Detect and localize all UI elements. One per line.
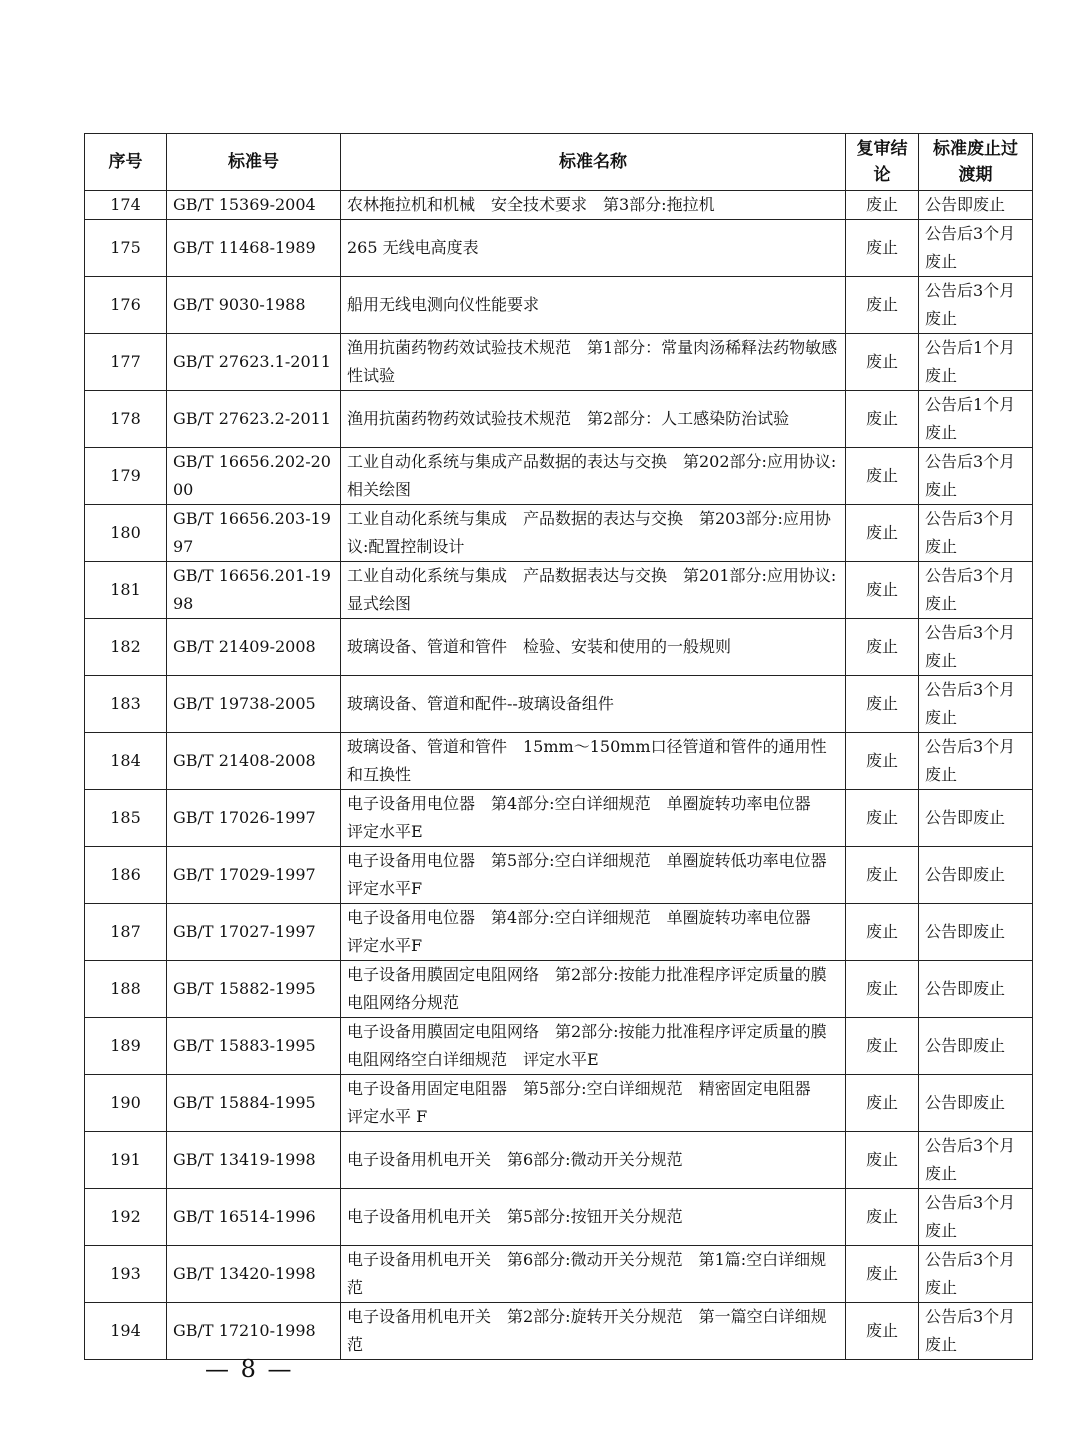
table-row [85, 334, 1033, 391]
review-result: 废止 [846, 790, 919, 847]
row-number: 174 [85, 191, 167, 220]
review-result: 废止 [846, 733, 919, 790]
standard-name: 电子设备用机电开关 第5部分:按钮开关分规范 [341, 1189, 846, 1246]
row-number: 182 [85, 619, 167, 676]
header-transition: 标准废止过渡期 [919, 134, 1033, 191]
standard-name: 玻璃设备、管道和管件 15mm～150mm口径管道和管件的通用性和互换性 [341, 733, 846, 790]
row-number: 192 [85, 1189, 167, 1246]
standard-name: 渔用抗菌药物药效试验技术规范 第2部分：人工感染防治试验 [341, 391, 846, 448]
review-result: 废止 [846, 277, 919, 334]
table-body [85, 191, 1033, 1360]
row-number: 176 [85, 277, 167, 334]
row-number: 175 [85, 220, 167, 277]
transition-period: 公告即废止 [919, 1075, 1033, 1132]
standard-name: 电子设备用电位器 第4部分:空白详细规范 单圈旋转功率电位器 评定水平E [341, 790, 846, 847]
transition-period: 公告后3个月废止 [919, 277, 1033, 334]
standard-name: 玻璃设备、管道和管件 检验、安装和使用的一般规则 [341, 619, 846, 676]
transition-period: 公告后3个月废止 [919, 1132, 1033, 1189]
row-number: 183 [85, 676, 167, 733]
transition-period: 公告后3个月废止 [919, 676, 1033, 733]
row-number: 178 [85, 391, 167, 448]
standard-name: 电子设备用机电开关 第6部分:微动开关分规范 第1篇:空白详细规范 [341, 1246, 846, 1303]
row-number: 186 [85, 847, 167, 904]
standard-name: 电子设备用机电开关 第2部分:旋转开关分规范 第一篇空白详细规范 [341, 1303, 846, 1360]
transition-period: 公告后3个月废止 [919, 1303, 1033, 1360]
standard-name: 电子设备用机电开关 第6部分:微动开关分规范 [341, 1132, 846, 1189]
standard-code: GB/T 21409-2008 [167, 619, 341, 676]
review-result: 废止 [846, 191, 919, 220]
transition-period: 公告后3个月废止 [919, 733, 1033, 790]
standard-code: GB/T 11468-1989 [167, 220, 341, 277]
standard-name: 电子设备用固定电阻器 第5部分:空白详细规范 精密固定电阻器 评定水平 F [341, 1075, 846, 1132]
table-row [85, 1132, 1033, 1189]
transition-period: 公告后3个月废止 [919, 505, 1033, 562]
table-header-row [85, 134, 1033, 191]
row-number: 194 [85, 1303, 167, 1360]
standard-code: GB/T 16514-1996 [167, 1189, 341, 1246]
review-result: 废止 [846, 1075, 919, 1132]
review-result: 废止 [846, 904, 919, 961]
table-row [85, 277, 1033, 334]
standard-code: GB/T 17210-1998 [167, 1303, 341, 1360]
standard-code: GB/T 13419-1998 [167, 1132, 341, 1189]
row-number: 179 [85, 448, 167, 505]
table-row [85, 220, 1033, 277]
row-number: 191 [85, 1132, 167, 1189]
table-row [85, 847, 1033, 904]
standard-code: GB/T 16656.202-2000 [167, 448, 341, 505]
table-row [85, 505, 1033, 562]
review-result: 废止 [846, 448, 919, 505]
review-result: 废止 [846, 1246, 919, 1303]
transition-period: 公告后3个月废止 [919, 448, 1033, 505]
transition-period: 公告后3个月废止 [919, 619, 1033, 676]
transition-period: 公告即废止 [919, 847, 1033, 904]
review-result: 废止 [846, 619, 919, 676]
table-row [85, 391, 1033, 448]
transition-period: 公告即废止 [919, 1018, 1033, 1075]
standard-code: GB/T 17029-1997 [167, 847, 341, 904]
table-row [85, 1075, 1033, 1132]
table-row [85, 1246, 1033, 1303]
standard-name: 电子设备用膜固定电阻网络 第2部分:按能力批准程序评定质量的膜电阻网络空白详细规范 评定水平E [341, 1018, 846, 1075]
standard-code: GB/T 15884-1995 [167, 1075, 341, 1132]
transition-period: 公告即废止 [919, 790, 1033, 847]
standard-code: GB/T 15369-2004 [167, 191, 341, 220]
standard-code: GB/T 17027-1997 [167, 904, 341, 961]
review-result: 废止 [846, 505, 919, 562]
row-number: 185 [85, 790, 167, 847]
header-result: 复审结论 [846, 134, 919, 191]
row-number: 181 [85, 562, 167, 619]
transition-period: 公告即废止 [919, 191, 1033, 220]
standard-code: GB/T 9030-1988 [167, 277, 341, 334]
standard-name: 工业自动化系统与集成产品数据的表达与交换 第202部分:应用协议:相关绘图 [341, 448, 846, 505]
standard-code: GB/T 15883-1995 [167, 1018, 341, 1075]
standard-code: GB/T 15882-1995 [167, 961, 341, 1018]
standard-name: 电子设备用电位器 第4部分:空白详细规范 单圈旋转功率电位器 评定水平F [341, 904, 846, 961]
standard-code: GB/T 13420-1998 [167, 1246, 341, 1303]
row-number: 180 [85, 505, 167, 562]
review-result: 废止 [846, 562, 919, 619]
table-row [85, 448, 1033, 505]
table-row [85, 676, 1033, 733]
review-result: 废止 [846, 961, 919, 1018]
review-result: 废止 [846, 391, 919, 448]
standard-name: 电子设备用膜固定电阻网络 第2部分:按能力批准程序评定质量的膜电阻网络分规范 [341, 961, 846, 1018]
header-no: 序号 [85, 134, 167, 191]
transition-period: 公告后1个月废止 [919, 391, 1033, 448]
transition-period: 公告后3个月废止 [919, 562, 1033, 619]
standard-code: GB/T 21408-2008 [167, 733, 341, 790]
review-result: 废止 [846, 220, 919, 277]
row-number: 188 [85, 961, 167, 1018]
standard-name: 玻璃设备、管道和配件--玻璃设备组件 [341, 676, 846, 733]
standard-name: 265 无线电高度表 [341, 220, 846, 277]
table-row [85, 790, 1033, 847]
standard-name: 船用无线电测向仪性能要求 [341, 277, 846, 334]
review-result: 废止 [846, 847, 919, 904]
table-row [85, 1189, 1033, 1246]
standards-table [84, 133, 1033, 1360]
table-row [85, 1303, 1033, 1360]
transition-period: 公告即废止 [919, 904, 1033, 961]
review-result: 废止 [846, 676, 919, 733]
transition-period: 公告即废止 [919, 961, 1033, 1018]
row-number: 184 [85, 733, 167, 790]
row-number: 190 [85, 1075, 167, 1132]
standard-code: GB/T 27623.2-2011 [167, 391, 341, 448]
table-row [85, 904, 1033, 961]
review-result: 废止 [846, 1018, 919, 1075]
page-number: — 8 — [205, 1355, 294, 1383]
header-name: 标准名称 [341, 134, 846, 191]
row-number: 193 [85, 1246, 167, 1303]
transition-period: 公告后3个月废止 [919, 220, 1033, 277]
transition-period: 公告后3个月废止 [919, 1246, 1033, 1303]
standard-code: GB/T 27623.1-2011 [167, 334, 341, 391]
review-result: 废止 [846, 1303, 919, 1360]
standard-code: GB/T 16656.201-1998 [167, 562, 341, 619]
standard-code: GB/T 19738-2005 [167, 676, 341, 733]
standard-name: 工业自动化系统与集成 产品数据的表达与交换 第203部分:应用协议:配置控制设计 [341, 505, 846, 562]
table-row [85, 733, 1033, 790]
review-result: 废止 [846, 1189, 919, 1246]
standard-name: 渔用抗菌药物药效试验技术规范 第1部分：常量肉汤稀释法药物敏感性试验 [341, 334, 846, 391]
table-row [85, 191, 1033, 220]
transition-period: 公告后1个月废止 [919, 334, 1033, 391]
row-number: 189 [85, 1018, 167, 1075]
transition-period: 公告后3个月废止 [919, 1189, 1033, 1246]
row-number: 187 [85, 904, 167, 961]
review-result: 废止 [846, 334, 919, 391]
standard-name: 农林拖拉机和机械 安全技术要求 第3部分:拖拉机 [341, 191, 846, 220]
standard-name: 电子设备用电位器 第5部分:空白详细规范 单圈旋转低功率电位器 评定水平F [341, 847, 846, 904]
table-row [85, 1018, 1033, 1075]
standard-code: GB/T 17026-1997 [167, 790, 341, 847]
table-row [85, 562, 1033, 619]
row-number: 177 [85, 334, 167, 391]
review-result: 废止 [846, 1132, 919, 1189]
header-code: 标准号 [167, 134, 341, 191]
table-row [85, 961, 1033, 1018]
standard-name: 工业自动化系统与集成 产品数据表达与交换 第201部分:应用协议:显式绘图 [341, 562, 846, 619]
table-row [85, 619, 1033, 676]
standard-code: GB/T 16656.203-1997 [167, 505, 341, 562]
